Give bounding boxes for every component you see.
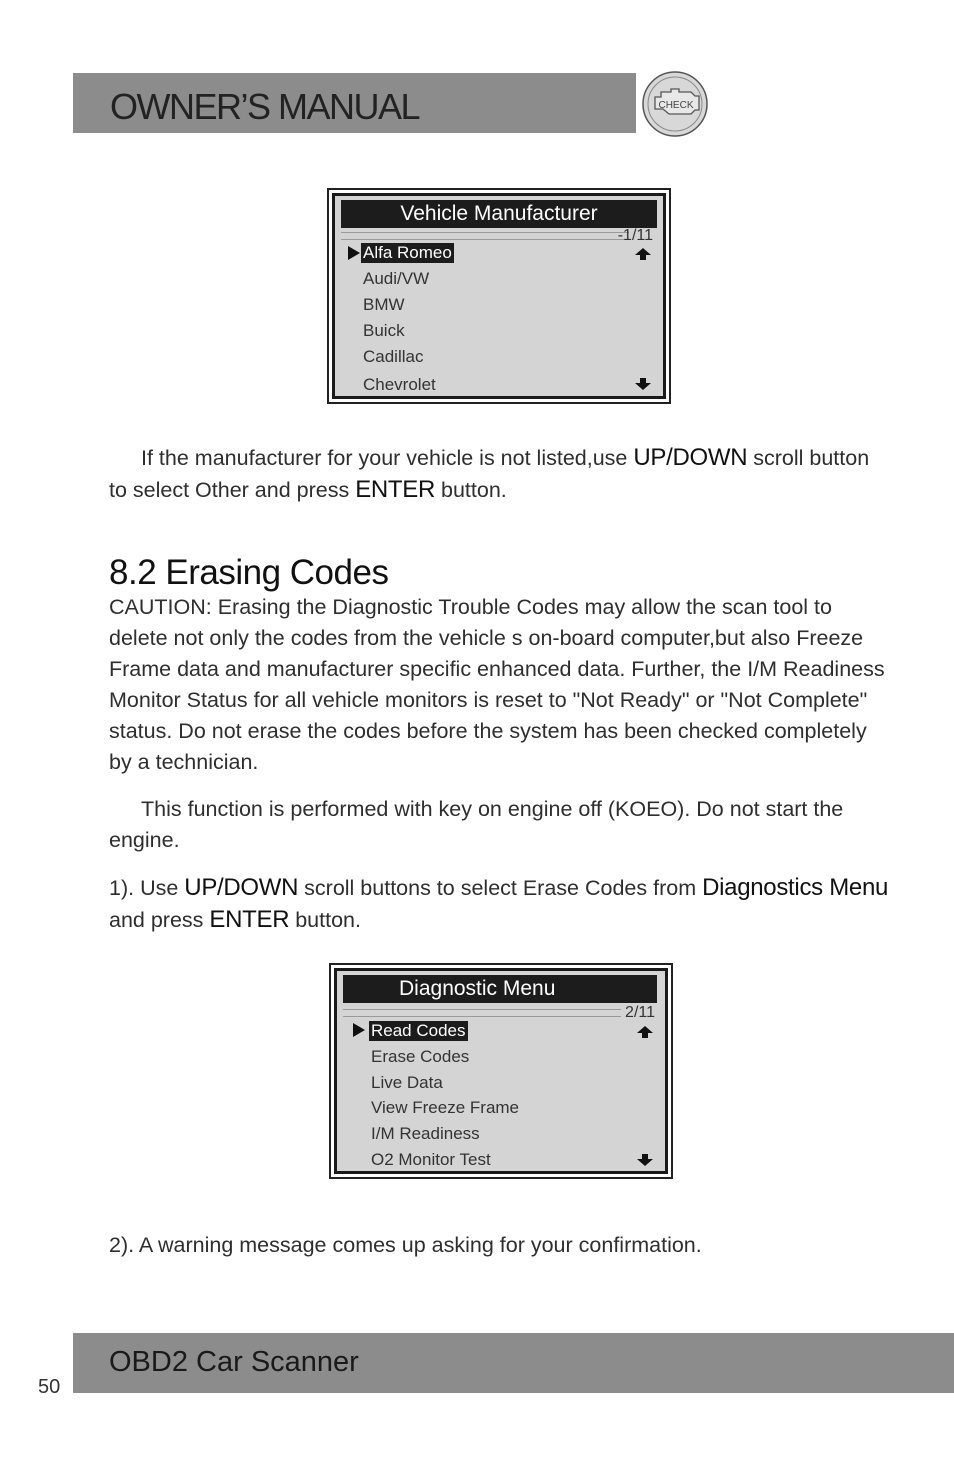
menu-item[interactable]: Read Codes	[371, 1021, 466, 1040]
menu-item[interactable]: Buick	[363, 321, 405, 340]
menu-item[interactable]: Erase Codes	[371, 1047, 470, 1066]
text: button.	[289, 908, 361, 932]
section-heading: 8.2 Erasing Codes	[109, 553, 389, 592]
button-name: UP/DOWN	[633, 444, 748, 471]
menu-item[interactable]: Chevrolet	[363, 375, 436, 394]
menu-item[interactable]: Audi/VW	[363, 269, 430, 288]
footer-title: OBD2 Car Scanner	[109, 1346, 359, 1378]
menu-item[interactable]: O2 Monitor Test	[371, 1150, 491, 1169]
text: scroll button to select Other and press	[109, 446, 870, 502]
selection-pointer-icon	[353, 1023, 365, 1037]
screen-title: Diagnostic Menu	[343, 975, 657, 1003]
menu-item[interactable]: I/M Readiness	[371, 1124, 480, 1143]
page-number: 50	[38, 1376, 61, 1398]
menu-item[interactable]: Cadillac	[363, 347, 424, 366]
text: If the manufacturer for your vehicle is not listed,use	[141, 446, 634, 470]
button-name: UP/DOWN	[184, 874, 299, 901]
screen-page-indicator: -1/11	[617, 227, 653, 244]
manufacturer-paragraph	[109, 442, 889, 506]
menu-item[interactable]: BMW	[363, 295, 405, 314]
screen-divider	[341, 232, 629, 240]
text: 1). Use	[109, 876, 185, 900]
menu-name: Diagnostics Menu	[702, 874, 889, 901]
scroll-up-icon	[635, 248, 651, 260]
screen-divider	[343, 1009, 621, 1017]
menu-item[interactable]: Alfa Romeo	[363, 243, 452, 262]
text: scroll buttons to select Erase Codes from	[298, 876, 703, 900]
text: button.	[435, 478, 507, 502]
manual-title: OWNER’S MANUAL	[110, 86, 420, 127]
selection-pointer-icon	[348, 246, 360, 260]
text: and press	[109, 908, 210, 932]
menu-item[interactable]: Live Data	[371, 1073, 443, 1092]
scroll-down-icon	[637, 1154, 653, 1166]
button-name: ENTER	[209, 906, 290, 933]
diagnostic-menu-screen	[329, 963, 673, 1179]
check-engine-icon	[641, 70, 709, 138]
button-name: ENTER	[355, 476, 436, 503]
menu-item[interactable]: View Freeze Frame	[371, 1098, 520, 1117]
check-icon-label: CHECK	[658, 100, 694, 111]
step1-paragraph	[109, 872, 889, 936]
vehicle-manufacturer-screen	[327, 188, 671, 404]
screen-title: Vehicle Manufacturer	[341, 200, 657, 228]
step2-paragraph: 2). A warning message comes up asking for your confirmation.	[109, 1233, 702, 1257]
scroll-up-icon	[637, 1026, 653, 1038]
koeo-paragraph: This function is performed with key on engine off (KOEO). Do not start the engine.	[109, 797, 844, 852]
scroll-down-icon	[635, 378, 651, 390]
screen-page-indicator: 2/11	[625, 1004, 655, 1021]
caution-paragraph: CAUTION: Erasing the Diagnostic Trouble Codes may allow the scan tool to delete not only the codes from the vehicle s on-board computer,but also Freeze Frame data and manufacturer specific enhanced data. Further, the I/M Readiness Monitor Status for all vehicle monitors is reset to "Not Ready" or "Not Complete" status. Do not erase the codes before the system has been checked completely by a technician.	[109, 595, 885, 774]
